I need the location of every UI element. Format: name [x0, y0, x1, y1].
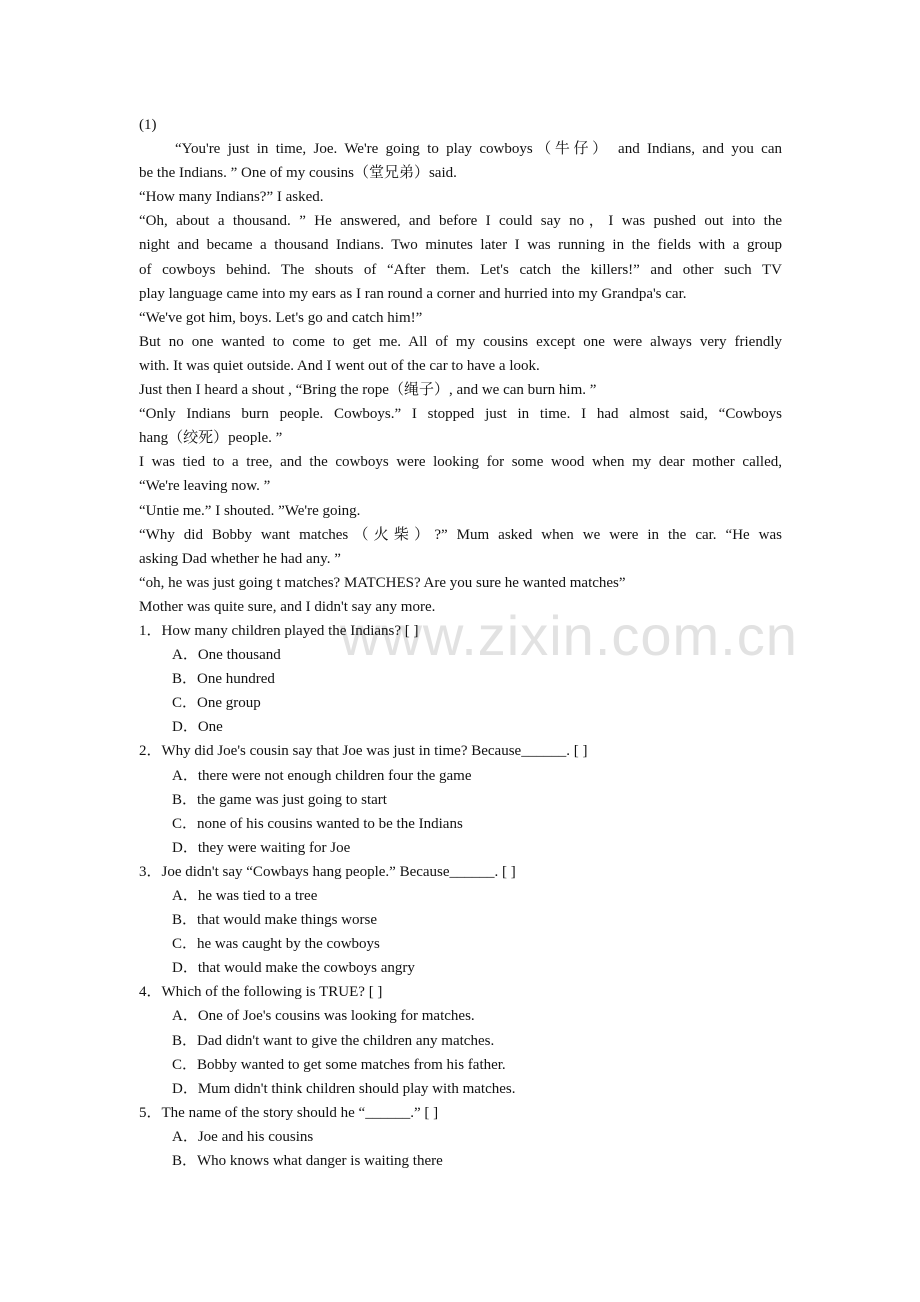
question-stem: 2．Why did Joe's cousin say that Joe was just in time? Because______. [ ]: [139, 743, 588, 760]
answer-option[interactable]: C．One group: [172, 695, 261, 712]
answer-option[interactable]: D．Mum didn't think children should play with matches.: [172, 1080, 516, 1097]
question-stem: 3．Joe didn't say “Cowbays hang people.” Because______. [ ]: [139, 863, 516, 880]
passage-line: “We're leaving now. ”: [139, 478, 271, 495]
passage-line: “You're just in time, Joe. We're going to play cowboys（牛仔） and Indians, and you can: [175, 141, 782, 158]
passage-line: “We've got him, boys. Let's go and catch him!”: [139, 309, 423, 326]
passage-line: Just then I heard a shout , “Bring the rope（绳子）, and we can burn him. ”: [139, 382, 597, 399]
document-page: [139, 113, 782, 1173]
question-stem: 5．The name of the story should he “______.” [ ]: [139, 1104, 439, 1121]
passage-line: with. It was quiet outside. And I went out of the car to have a look.: [139, 357, 540, 374]
answer-option[interactable]: D．One: [172, 719, 223, 736]
answer-option[interactable]: C．none of his cousins wanted to be the Indians: [172, 815, 463, 832]
passage: [139, 137, 782, 619]
passage-line: night and became a thousand Indians. Two minutes later I was running in the fields with a group: [139, 237, 782, 254]
answer-option[interactable]: C．he was caught by the cowboys: [172, 936, 380, 953]
answer-option[interactable]: B．Who knows what danger is waiting there: [172, 1153, 443, 1170]
question-stem: 4．Which of the following is TRUE? [ ]: [139, 984, 383, 1001]
answer-option[interactable]: B．that would make things worse: [172, 912, 377, 929]
answer-option[interactable]: A．One of Joe's cousins was looking for matches.: [172, 1008, 475, 1025]
question-2: [139, 739, 782, 859]
watermark: www.zixin.com.cn: [340, 604, 798, 667]
passage-line: “oh, he was just going t matches? MATCHES? Are you sure he wanted matches”: [139, 574, 626, 591]
question-3: [139, 860, 782, 980]
answer-option[interactable]: A．One thousand: [172, 647, 281, 664]
answer-option[interactable]: C．Bobby wanted to get some matches from his father.: [172, 1056, 506, 1073]
passage-line: be the Indians. ” One of my cousins（堂兄弟）said.: [139, 165, 457, 182]
passage-line: hang（绞死）people. ”: [139, 430, 283, 447]
answer-option[interactable]: A．Joe and his cousins: [172, 1128, 314, 1145]
passage-line: “Only Indians burn people. Cowboys.” I stopped just in time. I had almost said, “Cowboys: [139, 406, 782, 423]
answer-option[interactable]: A．there were not enough children four the game: [172, 767, 472, 784]
answer-option[interactable]: D．they were waiting for Joe: [172, 839, 351, 856]
question-4: [139, 980, 782, 1100]
passage-line: “Untie me.” I shouted. ”We're going.: [139, 502, 361, 519]
section-label: (1): [139, 117, 157, 133]
passage-line: “How many Indians?” I asked.: [139, 189, 324, 206]
passage-line: But no one wanted to come to get me. All of my cousins except one were always very friendly: [139, 333, 782, 350]
passage-line: I was tied to a tree, and the cowboys were looking for some wood when my dear mother called,: [139, 454, 782, 471]
passage-line: play language came into my ears as I ran round a corner and hurried into my Grandpa's car.: [139, 285, 687, 302]
question-stem: 1．How many children played the Indians? [ ]: [139, 622, 419, 639]
question-1: [139, 619, 782, 739]
question-5: [139, 1101, 782, 1173]
answer-option[interactable]: D．that would make the cowboys angry: [172, 960, 415, 977]
passage-line: of cowboys behind. The shouts of “After them. Let's catch the killers!” and other such TV: [139, 261, 782, 278]
passage-line: Mother was quite sure, and I didn't say any more.: [139, 598, 436, 615]
answer-option[interactable]: B．Dad didn't want to give the children any matches.: [172, 1032, 495, 1049]
answer-option[interactable]: B．One hundred: [172, 671, 275, 688]
answer-option[interactable]: A．he was tied to a tree: [172, 888, 318, 904]
passage-line: asking Dad whether he had any. ”: [139, 550, 341, 567]
answer-option[interactable]: B．the game was just going to start: [172, 791, 387, 808]
passage-line: “Why did Bobby want matches（火柴）?” Mum asked when we were in the car. “He was: [139, 526, 782, 543]
passage-line: “Oh, about a thousand. ” He answered, and before I could say no，I was pushed out into the: [139, 213, 782, 230]
